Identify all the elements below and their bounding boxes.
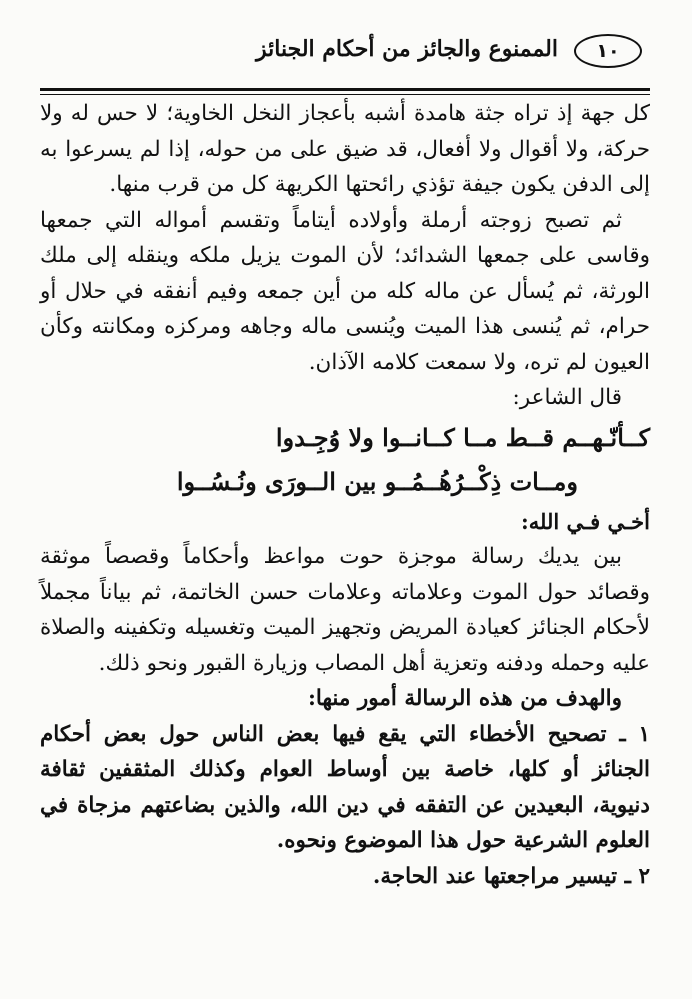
poem-line-2: ومــات ذِكْــرُهُــمُــو بين الــورَى ونُـسُــوا <box>176 466 578 496</box>
header-rule-thick <box>40 88 650 91</box>
page-body <box>40 96 650 894</box>
paragraph-3: بين يديك رسالة موجزة حوت مواعظ وأحكاماً وقصصاً موثقة وقصائد حول الموت وعلاماته وعلامات حسن الخاتمة، ثم بياناً مجملاً لأحكام الجنائز كعيادة المريض وتجهيز الميت وتغسيله وتكفينه والصلاة عليه وحمله ودفنه وتعزية أهل المصاب وزيارة القبور ونحو ذلك. <box>40 544 650 676</box>
paragraph-4: والهدف من هذه الرسالة أمور منها: <box>308 686 622 711</box>
section-heading: أخـي فـي الله: <box>521 508 650 534</box>
poem-intro: قال الشاعر: <box>512 385 622 410</box>
list-item-1: ١ ـ تصحيح الأخطاء التي يقع فيها بعض الناس حول بعض أحكام الجنائز أو كلها، خاصة بين أوساط العوام وكذلك المثقفين ثقافة دنيوية، البعيدين عن التفقه في دين الله، والذين بضاعتهم مزجاة في العلوم الشرعية حول هذا الموضوع ونحوه. <box>40 721 650 853</box>
paragraph-1: كل جهة إذ تراه جثة هامدة أشبه بأعجاز النخل الخاوية؛ لا حس له ولا حركة، ولا أقوال ولا أفعال، قد ضيق على من حوله، إذا لم يسرعوا به إلى الدفن يكون جيفة تؤذي رائحتها الكريهة كل من قرب منها. <box>40 101 650 197</box>
header-rule-thin <box>40 94 650 95</box>
poem-line-1: كــأنّـهــم قــط مــا كــانــوا ولا وُجِـدوا <box>275 422 650 452</box>
list-item-2: ٢ ـ تيسير مراجعتها عند الحاجة. <box>372 863 650 889</box>
page-header <box>40 30 650 92</box>
page-number: ١٠ <box>574 34 642 68</box>
running-title: الممنوع والجائز من أحكام الجنائز <box>256 36 558 62</box>
paragraph-2: ثم تصبح زوجته أرملة وأولاده أيتاماً وتقسم أمواله التي جمعها وقاسى على جمعها الشدائد؛ لأن الموت يزيل ملكه وينقله إلى ملك الورثة، ثم يُسأل عن ماله كله من أين جمعه وفيم أنفقه في حلال أو حرام، ثم يُنسى هذا الميت ويُنسى ماله وجاهه ومركزه ومكانته وكأن العيون لم تره، ولا سمعت كلامه الآذان. <box>40 207 650 375</box>
